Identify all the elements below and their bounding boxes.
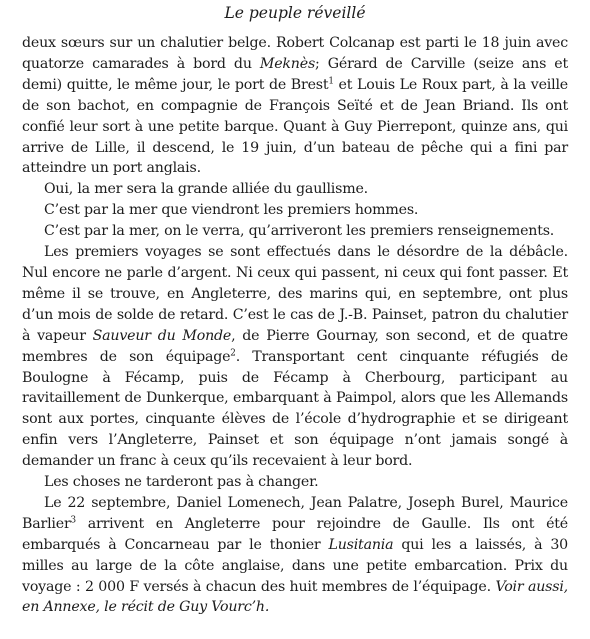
text-run: C’est par la mer que viendront les premiers hommes. (44, 202, 419, 219)
italic-text: Lusitania (328, 536, 394, 553)
text-run: C’est par la mer, on le verra, qu’arriveront les premiers renseignements. (44, 223, 555, 240)
paragraph (22, 493, 568, 618)
text-run: Les choses ne tarderont pas à changer. (44, 474, 319, 491)
paragraph (22, 242, 568, 472)
paragraph (22, 33, 568, 179)
text-run: ; Gérard de Carville (seize ans et demi) quitte, le même jour, le port de Brest (22, 55, 568, 93)
text-run: Le 22 septembre, Daniel Lomenech, Jean Palatre, Joseph Burel, Maurice Barlier (22, 494, 568, 532)
text-run: Oui, la mer sera la grande alliée du gaullisme. (44, 181, 368, 198)
footnote-marker: 3 (70, 515, 76, 526)
running-head: Le peuple réveillé (224, 4, 366, 22)
text-run: arrivent en Angleterre pour rejoindre de Gaulle. Ils ont été embarqués à Concarneau par le thonier (22, 515, 568, 553)
footnote-marker: 2 (230, 347, 236, 358)
paragraph (22, 200, 568, 221)
italic-text: Meknès (259, 55, 316, 72)
paragraph (22, 472, 568, 493)
text-run: qui les a laissés, à 30 milles au large de la côte anglaise, dans une petite embarcation. Prix du voyage : 2 000 F versés à chacun des huit membres de l’équipage. (22, 536, 568, 595)
text-run: , de Pierre Gournay, son second, et de quatre membres de son équipage (22, 327, 568, 365)
paragraph (22, 221, 568, 242)
paragraph (22, 179, 568, 200)
italic-text: Voir aussi, en Annexe, le récit de Guy Vourc’h. (22, 578, 568, 616)
text-run: Les premiers voyages se sont effectués dans le désordre de la débâcle. Nul encore ne parle d’argent. Ni ceux qui passent, ni ceux qui font passer. Et même il se trouve, en Angleterre, des marins qui, en septembre, ont plus d’un mois de solde de retard. C’est le cas de J.-B. Painset, patron du chalutier à vapeur (22, 244, 568, 344)
body-text (22, 33, 568, 618)
text-run: . Transportant cent cinquante réfugiés de Boulogne à Fécamp, puis de Fécamp à Cherbourg, participant au ravitaillement de Dunkerque, embarquant à Paimpol, alors que les Allemands sont aux portes, cinquante élèves de l’école d’hydrographie et se dirigeant enfin vers l’Angleterre, Painset et son équipage n’ont jamais songé à demander un franc à ceux qu’ils recevaient à leur bord. (22, 348, 568, 470)
italic-text: Sauveur du Monde (92, 327, 232, 344)
footnote-marker: 1 (328, 76, 334, 87)
text-run: et Louis Le Roux part, à la veille de son bachot, en compagnie de François Seïté et de Jean Briand. Ils ont confié leur sort à une petite barque. Quant à Guy Pierrepont, quinze ans, qui arrive de Lille, il descend, le 19 juin, d’un bateau de pêche qui a fini par atteindre un port anglais. (22, 76, 568, 177)
text-run: deux sœurs sur un chalutier belge. Robert Colcanap est parti le 18 juin avec quatorze camarades à bord du (22, 35, 568, 72)
